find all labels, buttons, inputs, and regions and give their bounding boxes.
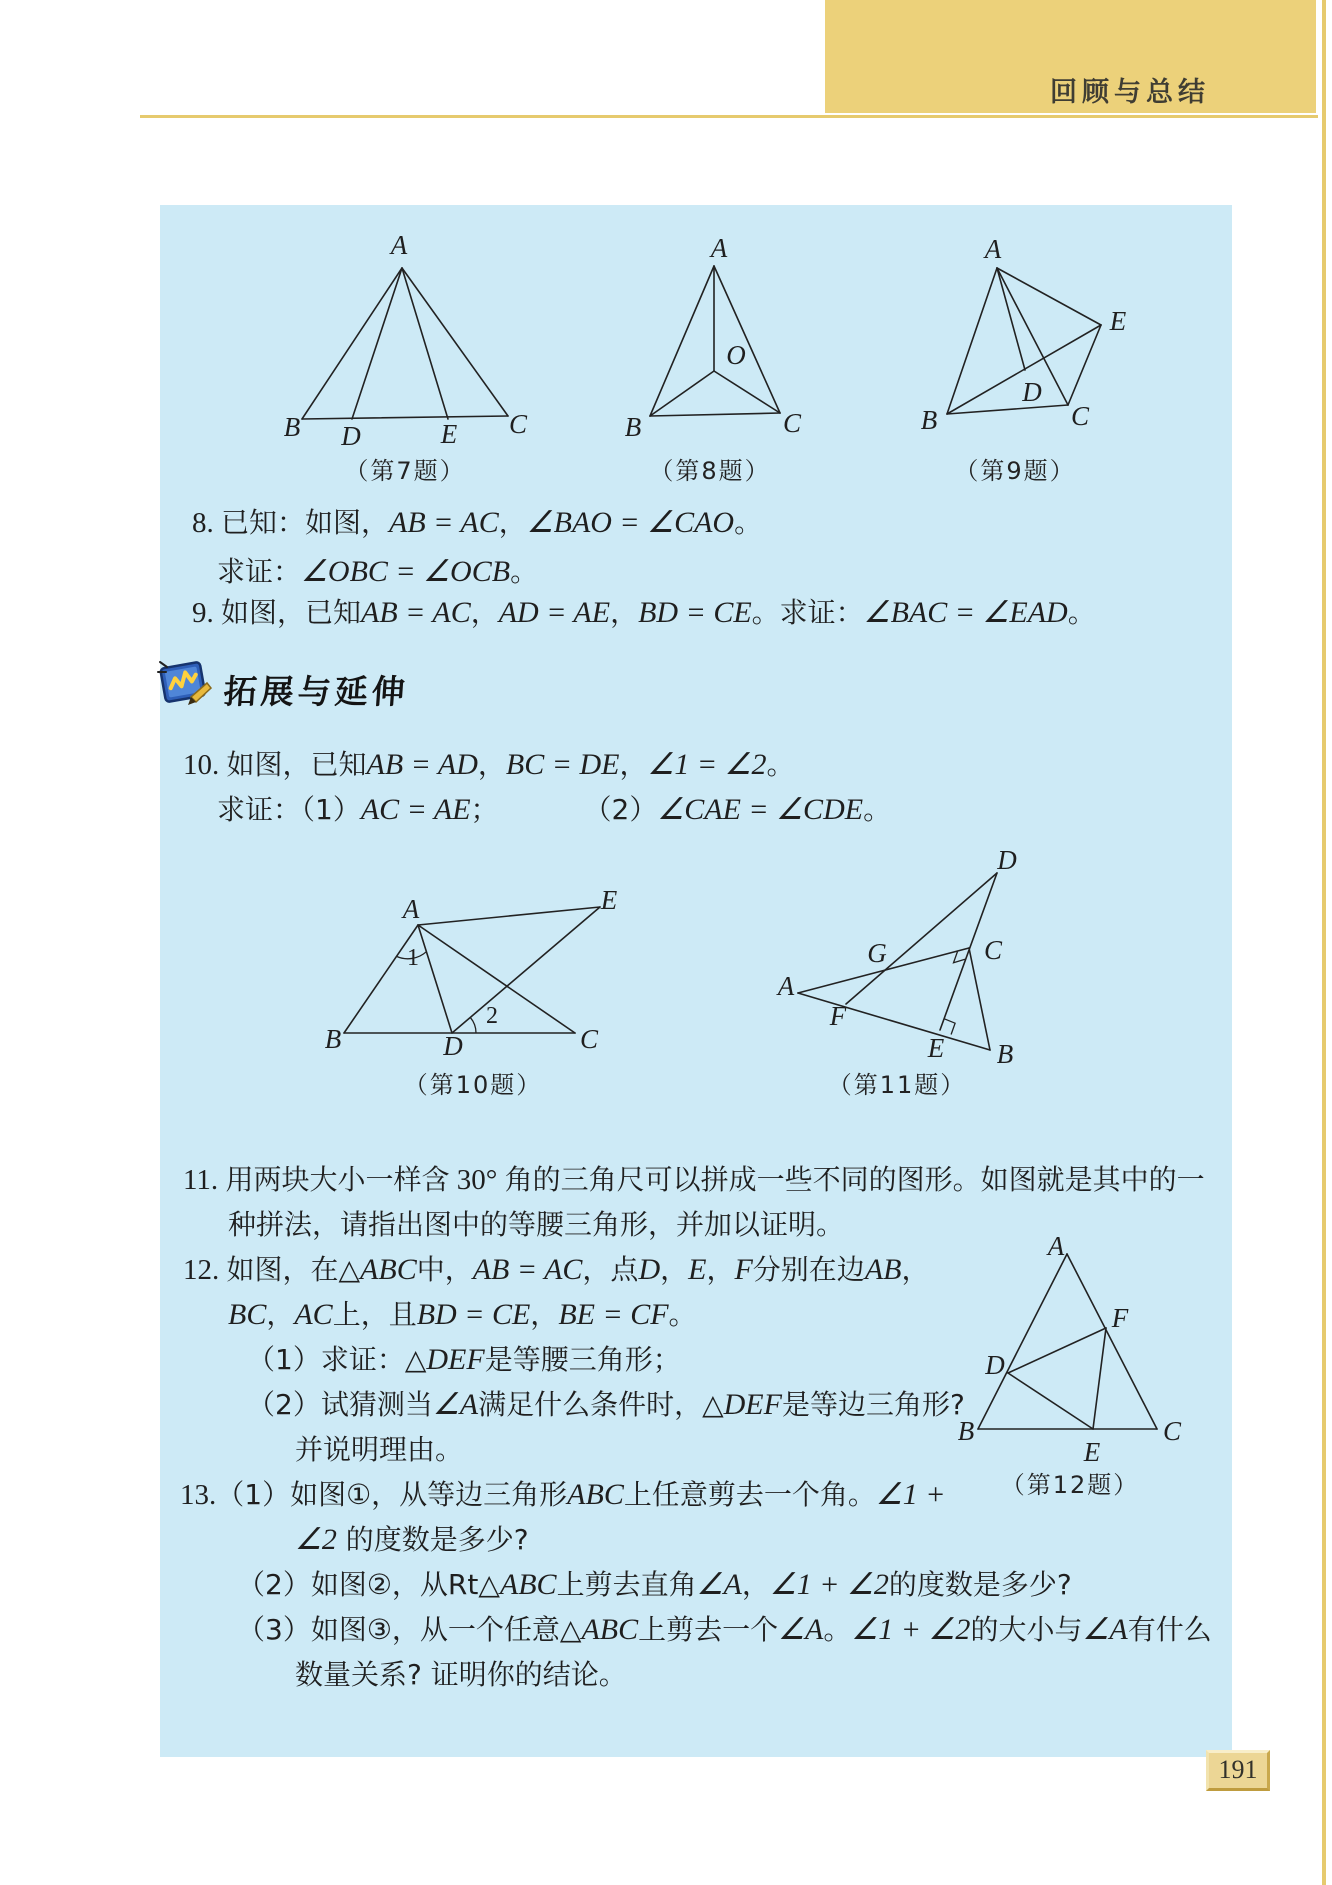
vertex-label: C [983,935,1003,965]
math-text: D [638,1253,661,1286]
math-text: ∠A [778,1613,824,1646]
right-margin-line [1322,0,1326,1885]
chinese-text: 10. [183,749,227,781]
chinese-text: （1）如图①，从等边三角形 [216,1478,568,1511]
vertex-label: E [927,1033,945,1063]
vertex-label: F [829,1001,847,1031]
vertex-label: A [390,230,408,260]
chinese-text: 求证： [217,555,302,588]
chinese-text: 。 [1067,596,1096,629]
text-line [247,1340,681,1381]
text-line [180,1475,946,1516]
text-line [183,1160,1205,1201]
vertex-label: A [984,234,1002,264]
text-line [295,1655,627,1696]
math-text: BE = CF [558,1298,669,1331]
vertex-label: C [1162,1416,1182,1446]
vertex-label: G [867,938,887,968]
math-text: ABC [567,1478,624,1511]
text-line [237,1565,1072,1606]
math-text: AB [864,1253,902,1286]
text-line [192,593,1096,634]
math-text: ∠BAO = ∠CAO [526,506,735,539]
math-text: BD = CE [638,596,752,629]
figure-caption: （第9题） [954,457,1076,485]
angle-number-label: 2 [486,1003,498,1029]
chinese-text: 种拼法，请指出图中的等腰三角形，并加以证明。 [228,1208,845,1241]
vertex-label: D [341,421,361,451]
vertex-label: D [443,1031,463,1061]
chinese-text: 满足什么条件时，△ [478,1388,724,1421]
chinese-text: 9. [192,597,221,629]
chinese-text: ， [530,1298,559,1331]
figure-caption: （第12题） [1000,1471,1140,1499]
chinese-text: ， [619,748,648,781]
chinese-text: 上剪去一个 [638,1613,779,1646]
vertex-label: B [920,405,938,435]
math-text: ∠BAC = ∠EAD [863,596,1068,629]
vertex-label: A [1047,1231,1065,1261]
section-header: 拓展与延伸 [222,672,411,711]
chinese-text: ， [498,506,527,539]
math-text: ABC [581,1613,639,1646]
page-number-box [1206,1750,1270,1791]
vertex-label: B [996,1039,1014,1069]
vertex-label: D [997,845,1017,875]
vertex-label: B [957,1416,975,1446]
monitor-lightning-pencil-icon [155,653,217,715]
text-line [247,1385,965,1426]
chinese-text: ， [470,596,499,629]
chinese-text: ， [706,1253,735,1286]
chinese-text: ， [610,596,639,629]
chinese-text: ， [660,1253,689,1286]
figure-caption: （第11题） [827,1071,967,1099]
figure-caption: （第10题） [403,1071,543,1099]
vertex-label: D [985,1350,1005,1380]
vertex-label: B [624,412,642,442]
vertex-label: E [600,885,618,915]
text-line [217,552,538,593]
chinese-text: （1）求证：△ [247,1343,427,1376]
chinese-text: 13. [180,1479,217,1511]
chinese-text: 角的三角尺可以拼成一些不同的图形。如图就是其中的一 [504,1163,1205,1196]
chinese-text: 上，且 [332,1298,417,1331]
vertex-label: A [710,233,728,263]
chinese-text: 用两块大小一样含 [225,1163,450,1196]
chinese-text: 。 [510,555,539,588]
chinese-text: ，点 [582,1253,639,1286]
chinese-text: 如图，在△ [226,1253,361,1286]
chinese-text: 分别在边 [752,1253,865,1286]
page-title: 回顾与总结 [1050,77,1210,108]
vertex-label: C [1070,401,1090,431]
chinese-text: 数量关系? 证明你的结论。 [295,1658,627,1691]
math-text: ∠1 + ∠2 [769,1568,889,1601]
math-text: ∠2 [295,1523,337,1556]
math-text: DEF [426,1343,485,1376]
vertex-label: B [283,412,301,442]
text-line [183,1250,929,1291]
chinese-text: 。 [734,506,763,539]
chinese-text: 已知：如图， [221,506,390,539]
chinese-text: 如图，已知 [226,748,367,781]
text-line [228,1205,844,1246]
math-text: AB = AC [472,1253,583,1286]
chinese-text: 的度数是多少? [888,1568,1072,1601]
vertex-label: E [440,419,458,449]
chinese-text: 是等边三角形? [781,1388,965,1421]
chinese-text: （2）试猜测当 [247,1388,433,1421]
chinese-text: 。 [863,793,892,826]
vertex-label: F [1111,1303,1129,1333]
vertex-label: E [1083,1437,1101,1467]
page-number: 191 [1218,1755,1258,1784]
math-text: ∠1 + ∠2 [851,1613,971,1646]
chinese-text: 的大小与 [970,1613,1083,1646]
math-text: ABC [499,1568,557,1601]
chinese-text: ， [477,748,506,781]
vertex-label: A [777,971,795,1001]
vertex-label: D [1022,377,1042,407]
chinese-text: ， [901,1253,930,1286]
chinese-text: （2）如图②，从Rt△ [237,1568,500,1601]
math-text: ∠OBC = ∠OCB [301,555,511,588]
chinese-text: ， [741,1568,770,1601]
math-text: E [688,1253,707,1286]
math-text: ∠A [432,1388,479,1421]
math-text: ∠A [1082,1613,1128,1646]
text-line [192,503,762,544]
math-text: ∠1 = ∠2 [647,748,767,781]
vertex-label: C [508,409,528,439]
figure-caption: （第7题） [344,457,466,485]
text-line [295,1520,529,1561]
angle-number-label: 1 [407,945,419,971]
text-line [295,1430,463,1471]
vertex-label: O [726,340,746,370]
chinese-text: 30° [449,1164,505,1196]
text-line [183,745,795,786]
chinese-text: 中， [416,1253,473,1286]
chinese-text: 求证：（1） [217,793,361,826]
math-text: AB = AC [389,506,499,539]
math-text: AD = AE [498,596,611,629]
math-text: ∠1 + [875,1478,946,1511]
figure-caption: （第8题） [649,457,771,485]
chinese-text: 有什么 [1127,1613,1212,1646]
math-text: ABC [360,1253,417,1286]
math-text: F [734,1253,753,1286]
chinese-text: ； [470,793,499,826]
chinese-text: （2） [583,793,658,826]
chinese-text: 11. [183,1164,226,1196]
vertex-label: C [579,1024,599,1054]
chinese-text: 8. [192,507,221,539]
chinese-text: 上任意剪去一个角。 [623,1478,876,1511]
text-line [237,1610,1212,1651]
chinese-text: 并说明理由。 [295,1433,464,1466]
chinese-text: 是等腰三角形； [484,1343,681,1376]
chinese-text: ， [266,1298,295,1331]
vertex-label: C [782,408,802,438]
chinese-text: 上剪去直角 [556,1568,697,1601]
math-text: BC [228,1298,267,1331]
math-text: BD = CE [416,1298,531,1331]
math-text: DEF [723,1388,782,1421]
chinese-text: 。 [823,1613,852,1646]
math-text: BC = DE [505,748,620,781]
text-line [228,1295,697,1336]
math-text: AB = AD [366,748,478,781]
vertex-label: B [324,1024,342,1054]
chinese-text: 。求证： [751,596,864,629]
chinese-text: 的度数是多少? [336,1523,529,1556]
vertex-label: A [402,894,420,924]
math-text: ∠A [696,1568,742,1601]
math-text: AC = AE [360,793,471,826]
chinese-text: （3）如图③，从一个任意△ [237,1613,582,1646]
math-text: ∠CAE = ∠CDE [657,793,864,826]
chinese-text: 。 [668,1298,697,1331]
vertex-label: E [1109,306,1127,336]
chinese-text: 12. [183,1254,227,1286]
chinese-text: 。 [766,748,795,781]
header-divider-line [140,115,1318,118]
math-text: AC [294,1298,333,1331]
text-line [217,790,891,831]
math-text: AB = AC [361,596,471,629]
chinese-text: 如图，已知 [221,596,362,629]
